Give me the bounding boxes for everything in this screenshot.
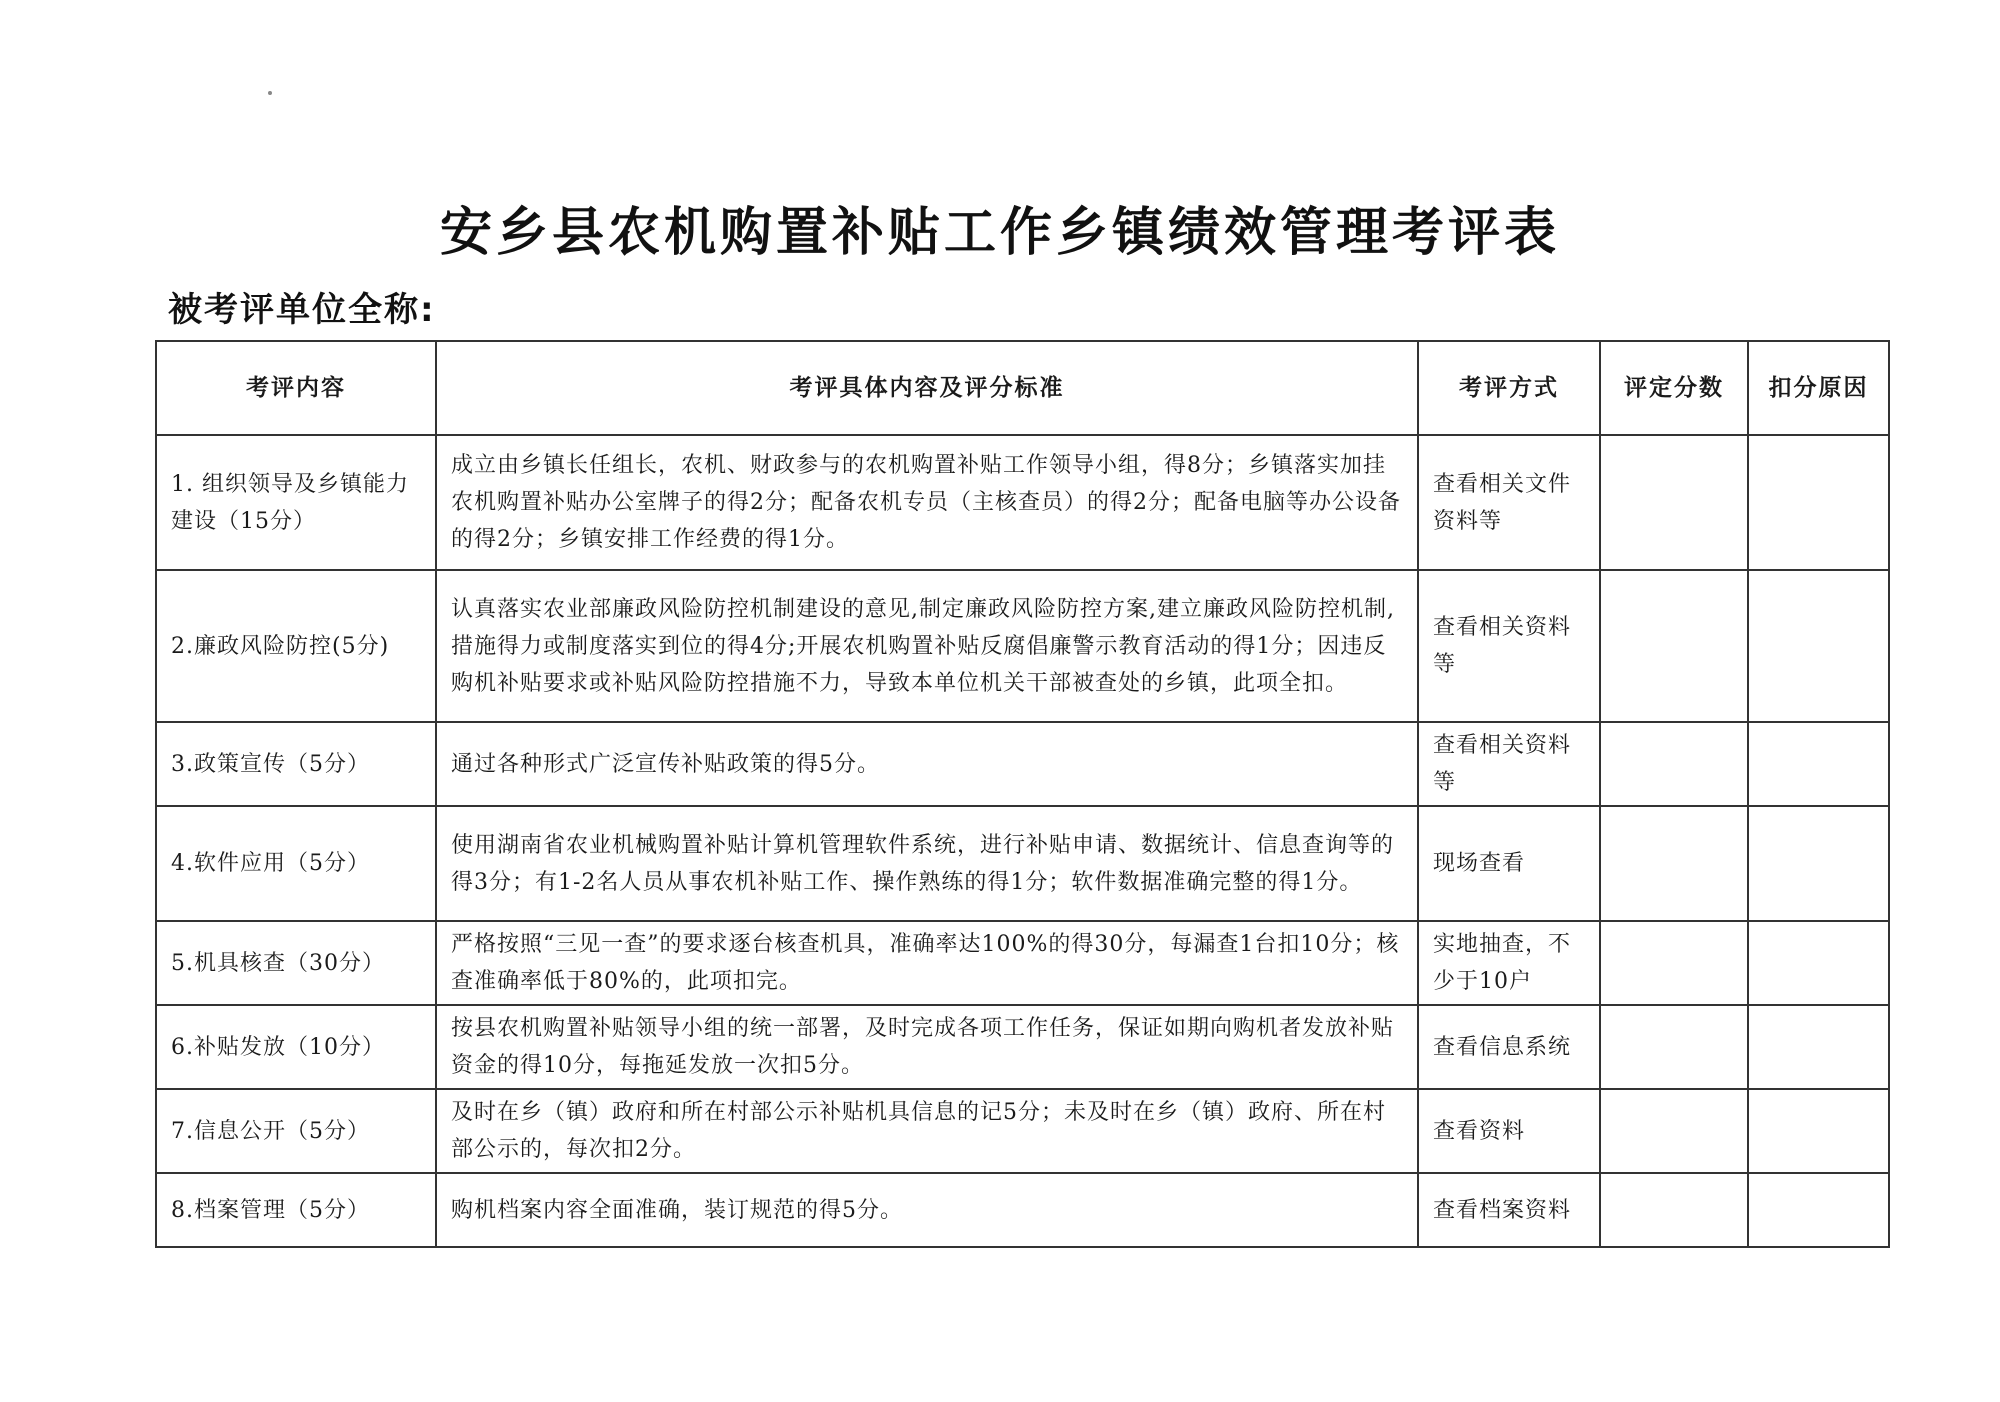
evaluation-table	[155, 340, 1890, 1248]
page-title: 安乡县农机购置补贴工作乡镇绩效管理考评表	[439, 203, 1560, 263]
row-method: 查看相关资料等	[1418, 722, 1600, 806]
header-evaluation-method: 考评方式	[1418, 341, 1600, 435]
scan-speck	[268, 91, 272, 95]
row-criteria: 认真落实农业部廉政风险防控机制建设的意见,制定廉政风险防控方案,建立廉政风险防控机制,措施得力或制度落实到位的得4分;开展农机购置补贴反腐倡廉警示教育活动的得1分；因违反购机补贴要求或补贴风险防控措施不力，导致本单位机关干部被查处的乡镇，此项全扣。	[436, 570, 1418, 722]
row-score-cell[interactable]	[1600, 570, 1748, 722]
row-score-cell[interactable]	[1600, 921, 1748, 1005]
table-row	[156, 806, 1889, 921]
row-method: 查看相关资料等	[1418, 570, 1600, 722]
row-reason-cell[interactable]	[1748, 1005, 1889, 1089]
row-score-cell[interactable]	[1600, 435, 1748, 570]
row-item: 7.信息公开（5分）	[156, 1089, 436, 1173]
table-header-row	[156, 341, 1889, 435]
row-reason-cell[interactable]	[1748, 570, 1889, 722]
row-criteria: 通过各种形式广泛宣传补贴政策的得5分。	[436, 722, 1418, 806]
row-score-cell[interactable]	[1600, 722, 1748, 806]
table-row	[156, 1005, 1889, 1089]
row-item: 3.政策宣传（5分）	[156, 722, 436, 806]
row-reason-cell[interactable]	[1748, 722, 1889, 806]
row-method: 现场查看	[1418, 806, 1600, 921]
row-criteria: 购机档案内容全面准确，装订规范的得5分。	[436, 1173, 1418, 1247]
row-criteria: 严格按照“三见一查”的要求逐台核查机具，准确率达100%的得30分，每漏查1台扣10分；核查准确率低于80%的，此项扣完。	[436, 921, 1418, 1005]
row-item: 5.机具核查（30分）	[156, 921, 436, 1005]
row-reason-cell[interactable]	[1748, 1089, 1889, 1173]
table-row	[156, 1089, 1889, 1173]
row-method: 查看信息系统	[1418, 1005, 1600, 1089]
row-item: 1. 组织领导及乡镇能力建设（15分）	[156, 435, 436, 570]
row-item: 6.补贴发放（10分）	[156, 1005, 436, 1089]
table-row	[156, 722, 1889, 806]
row-score-cell[interactable]	[1600, 1005, 1748, 1089]
row-reason-cell[interactable]	[1748, 1173, 1889, 1247]
row-score-cell[interactable]	[1600, 806, 1748, 921]
row-reason-cell[interactable]	[1748, 921, 1889, 1005]
row-method: 实地抽查，不少于10户	[1418, 921, 1600, 1005]
row-item: 4.软件应用（5分）	[156, 806, 436, 921]
table-row	[156, 435, 1889, 570]
table-row	[156, 921, 1889, 1005]
row-reason-cell[interactable]	[1748, 435, 1889, 570]
row-method: 查看档案资料	[1418, 1173, 1600, 1247]
header-score: 评定分数	[1600, 341, 1748, 435]
header-criteria: 考评具体内容及评分标准	[436, 341, 1418, 435]
header-evaluation-content: 考评内容	[156, 341, 436, 435]
row-method: 查看资料	[1418, 1089, 1600, 1173]
row-criteria: 及时在乡（镇）政府和所在村部公示补贴机具信息的记5分；未及时在乡（镇）政府、所在村部公示的，每次扣2分。	[436, 1089, 1418, 1173]
row-reason-cell[interactable]	[1748, 806, 1889, 921]
header-deduction-reason: 扣分原因	[1748, 341, 1889, 435]
row-method: 查看相关文件资料等	[1418, 435, 1600, 570]
row-criteria: 按县农机购置补贴领导小组的统一部署，及时完成各项工作任务，保证如期向购机者发放补贴资金的得10分，每拖延发放一次扣5分。	[436, 1005, 1418, 1089]
row-score-cell[interactable]	[1600, 1173, 1748, 1247]
row-item: 8.档案管理（5分）	[156, 1173, 436, 1247]
table-row	[156, 570, 1889, 722]
table-row	[156, 1173, 1889, 1247]
row-item: 2.廉政风险防控(5分)	[156, 570, 436, 722]
evaluated-unit-label: 被考评单位全称:	[168, 290, 436, 330]
row-criteria: 成立由乡镇长任组长，农机、财政参与的农机购置补贴工作领导小组，得8分；乡镇落实加挂农机购置补贴办公室牌子的得2分；配备农机专员（主核查员）的得2分；配备电脑等办公设备的得2分；乡镇安排工作经费的得1分。	[436, 435, 1418, 570]
row-criteria: 使用湖南省农业机械购置补贴计算机管理软件系统，进行补贴申请、数据统计、信息查询等的得3分；有1-2名人员从事农机补贴工作、操作熟练的得1分；软件数据准确完整的得1分。	[436, 806, 1418, 921]
row-score-cell[interactable]	[1600, 1089, 1748, 1173]
